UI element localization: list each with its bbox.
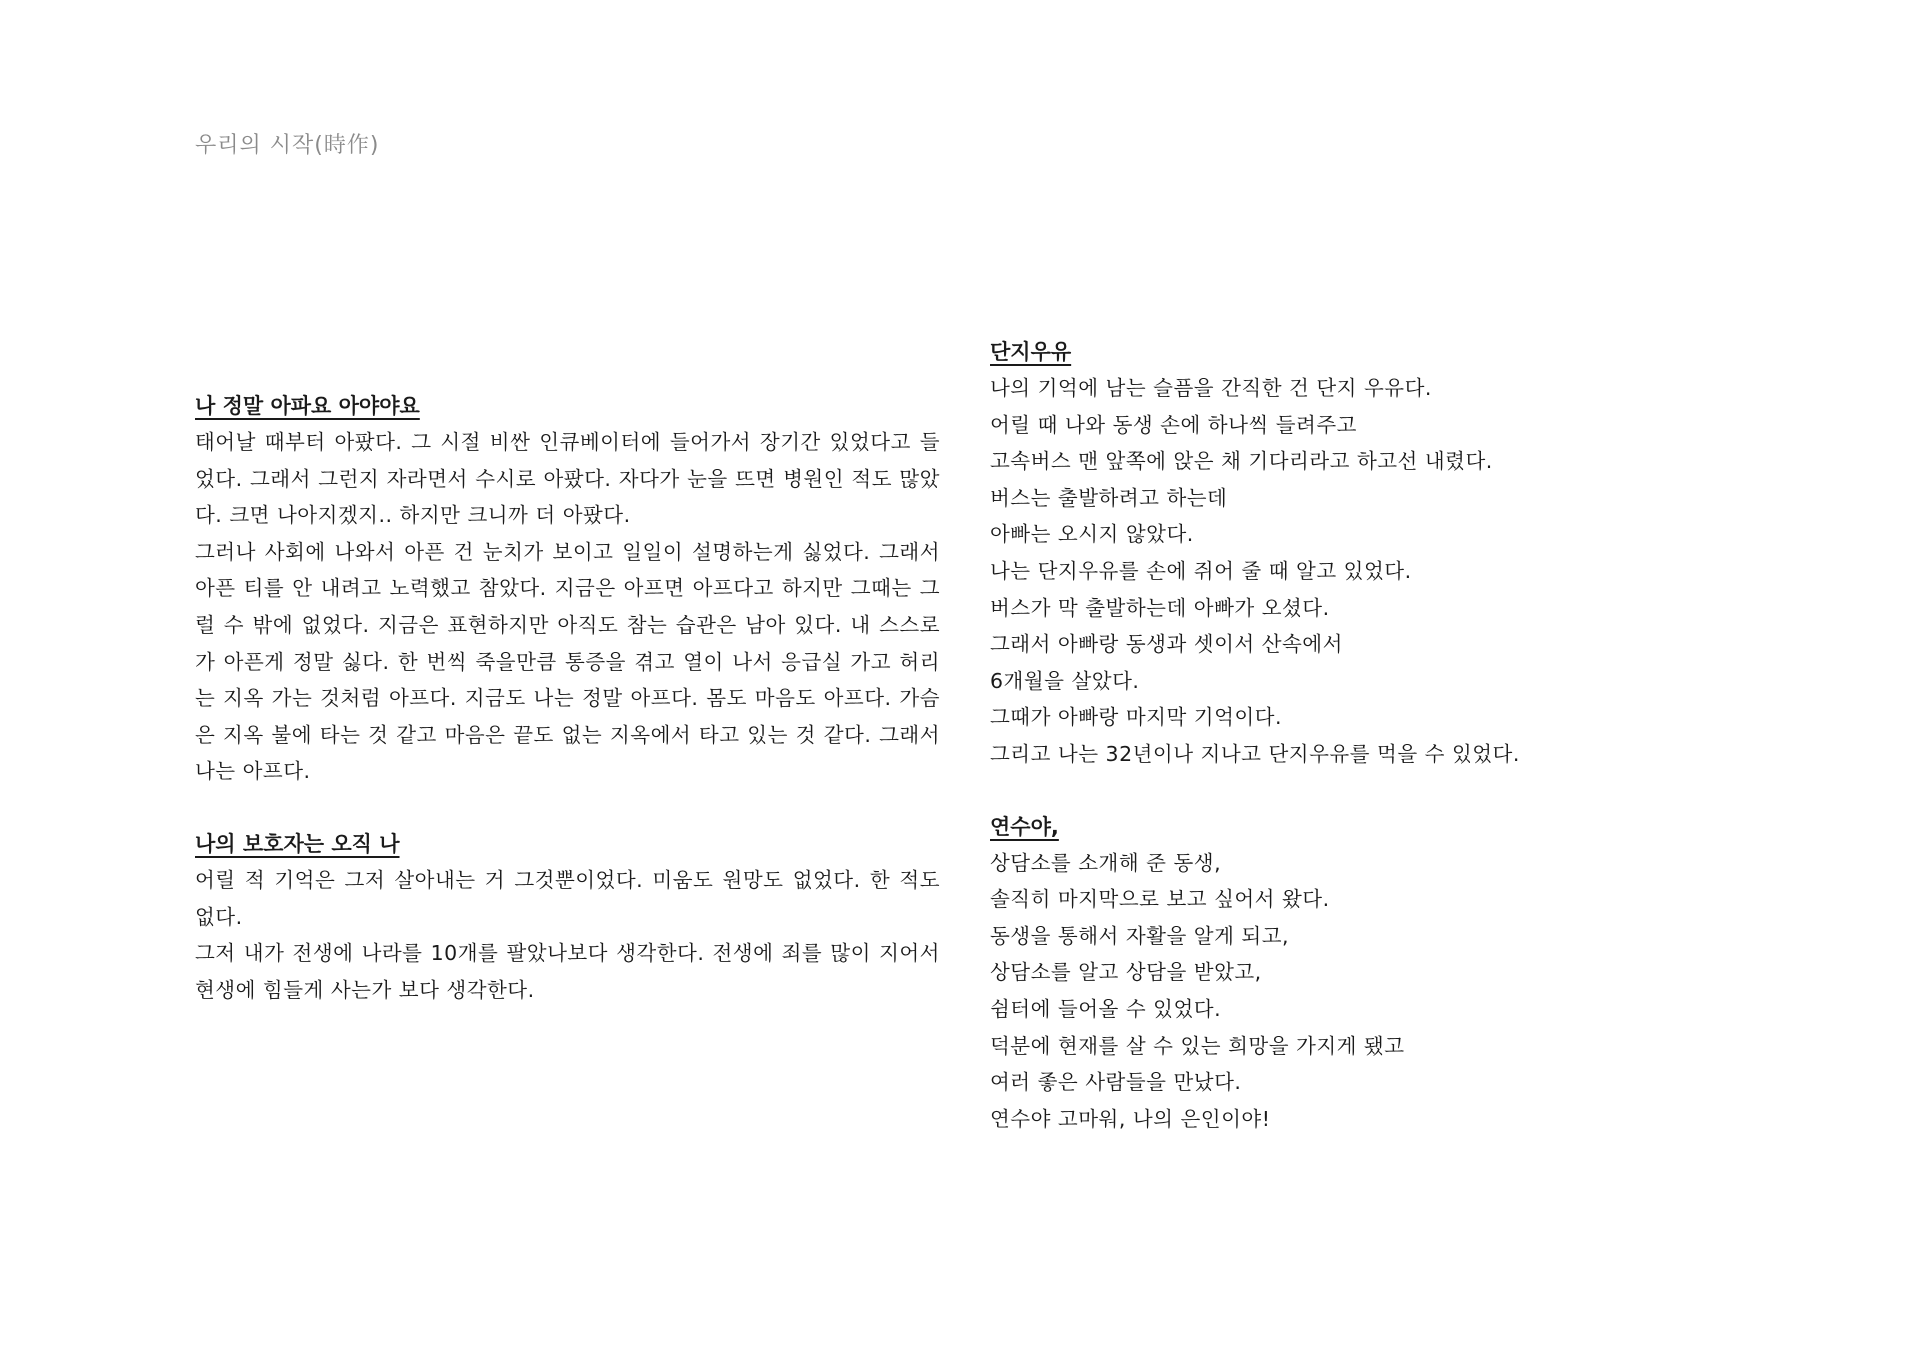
text-line: 6개월을 살았다. [990, 668, 1140, 693]
text-line: 그래서 아빠랑 동생과 셋이서 산속에서 [990, 632, 1343, 657]
paragraph-guardian-2: 그저 내가 전생에 나라를 10개를 팔았나보다 생각한다. 전생에 죄를 많이 지어서 현생에 힘들게 사는가 보다 생각한다. [195, 941, 940, 1002]
text-line: 고속버스 맨 앞쪽에 앉은 채 기다리라고 하고선 내렸다. [990, 449, 1493, 474]
text-line: 그리고 나는 32년이나 지나고 단지우유를 먹을 수 있었다. [990, 741, 1520, 766]
text-line: 솔직히 마지막으로 보고 싶어서 왔다. [990, 887, 1330, 912]
text-line: 버스가 막 출발하는데 아빠가 오셨다. [990, 595, 1330, 620]
text-line: 연수야 고마워, 나의 은인이야! [990, 1106, 1271, 1131]
text-line: 상담소를 알고 상담을 받았고, [990, 960, 1262, 985]
paragraph-sick-2: 그러나 사회에 나와서 아픈 건 눈치가 보이고 일일이 설명하는게 싫었다. 그래서 아픈 티를 안 내려고 노력했고 참았다. 지금은 아프면 아프다고 하지만 그때는 그럴 수 밖에 없었다. 지금은 표현하지만 아직도 참는 습관은 남아 있다. 내 스스로가 아픈게 정말 싫다. 한 번씩 죽을만큼 통증을 겪고 열이 나서 응급실 가고 허리는 지옥 가는 것처럼 아프다. 지금도 나는 정말 아프다. 몸도 마음도 아프다. 가슴은 지옥 불에 타는 것 같고 마음은 끝도 없는 지옥에서 타고 있는 것 같다. 그래서 나는 아프다. [195, 539, 940, 784]
text-line: 어릴 때 나와 동생 손에 하나씩 들려주고 [990, 412, 1357, 437]
left-column [195, 388, 940, 1008]
text-line: 덕분에 현재를 살 수 있는 희망을 가지게 됐고 [990, 1033, 1405, 1058]
right-column [990, 334, 1630, 1137]
text-line: 나의 기억에 남는 슬픔을 간직한 건 단지 우유다. [990, 376, 1432, 400]
paragraph-guardian-1: 어릴 적 기억은 그저 살아내는 거 그것뿐이었다. 미움도 원망도 없었다. 한 적도 없다. [195, 867, 940, 929]
paragraph-sick-1: 태어날 때부터 아팠다. 그 시절 비싼 인큐베이터에 들어가서 장기간 있었다고 들었다. 그래서 그런지 자라면서 수시로 아팠다. 자다가 눈을 뜨면 병원인 적도 많았다. 크면 나아지겠지.. 하지만 크니까 더 아팠다. [195, 430, 940, 528]
page-header-title: 우리의 시작(時作) [195, 133, 380, 158]
milk-lines [990, 370, 1630, 773]
text-line: 버스는 출발하려고 하는데 [990, 485, 1228, 510]
section-title-yeonsu: 연수야, [990, 814, 1059, 839]
text-line: 그때가 아빠랑 마지막 기억이다. [990, 705, 1283, 730]
yeonsu-lines [990, 845, 1630, 1138]
section-title-guardian: 나의 보호자는 오직 나 [195, 831, 400, 856]
text-line: 아빠는 오시지 않았다. [990, 522, 1194, 547]
text-line: 나는 단지우유를 손에 쥐어 줄 때 알고 있었다. [990, 558, 1412, 583]
section-spacer [195, 790, 940, 826]
section-title-milk: 단지우유 [990, 340, 1072, 364]
text-line: 상담소를 소개해 준 동생, [990, 850, 1222, 875]
section-spacer [990, 773, 1630, 809]
text-line: 쉼터에 들어올 수 있었다. [990, 996, 1222, 1021]
text-line: 여러 좋은 사람들을 만났다. [990, 1070, 1242, 1095]
text-line: 동생을 통해서 자활을 알게 되고, [990, 923, 1290, 948]
section-title-sick: 나 정말 아파요 아야야요 [195, 394, 420, 418]
